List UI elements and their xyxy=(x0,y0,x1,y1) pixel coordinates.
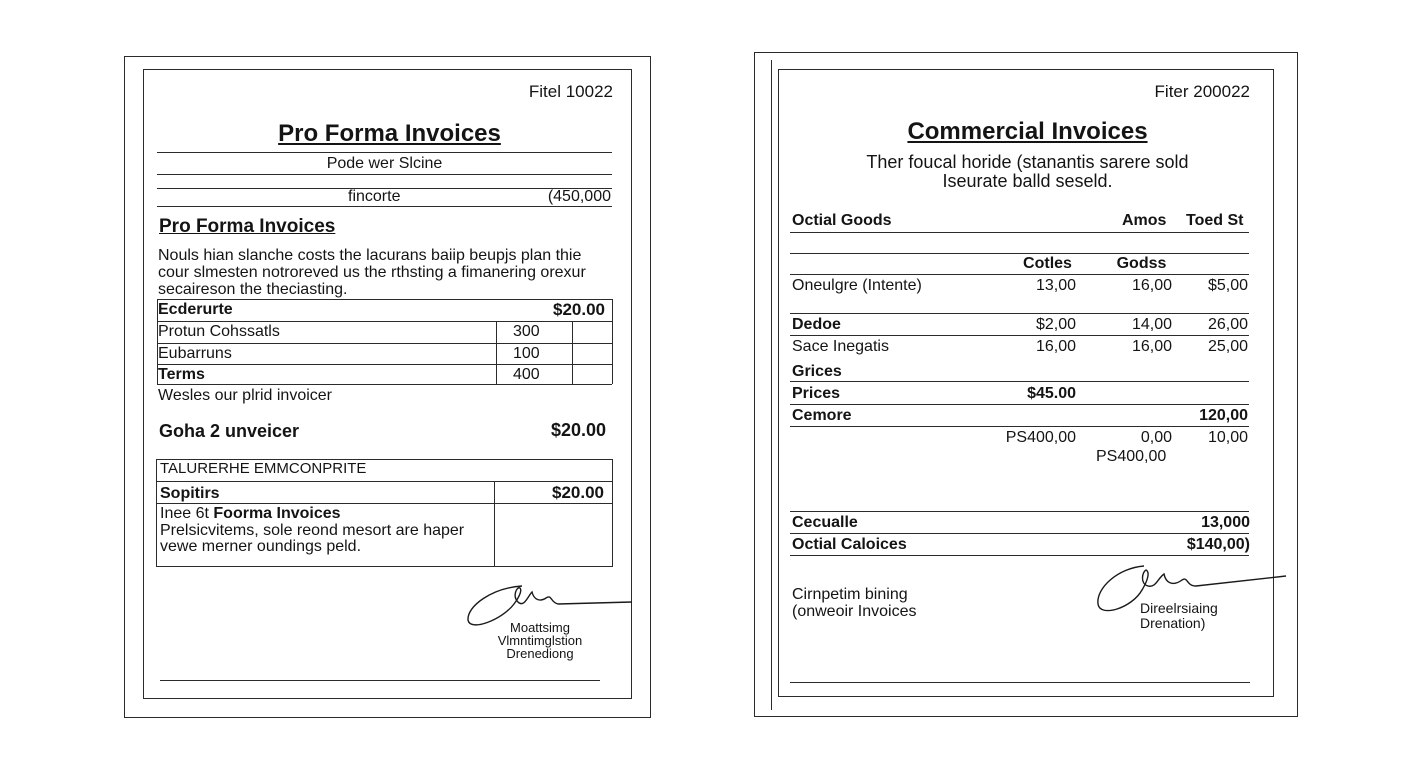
goods-header-label: Octial Goods xyxy=(792,212,892,229)
table-row-label: Protun Cohssatls xyxy=(158,323,280,340)
box-line-2: Prelsicvitems, sole reond mesort are haper xyxy=(160,522,465,539)
signature-line-3: Drenediong xyxy=(506,646,574,661)
table-cell: 16,00 xyxy=(1035,338,1076,355)
signature-line-1: Direelrsiaing xyxy=(1140,600,1218,616)
cemore-value: 120,00 xyxy=(1199,407,1248,424)
box-line-1-bold: Foorma Invoices xyxy=(213,505,341,522)
box-header: TALURERHE EMMCONPRITE xyxy=(160,460,367,477)
table-row-label: Terms xyxy=(158,366,205,383)
income-label: fincorte xyxy=(348,188,401,205)
prices-value: $45.00 xyxy=(1027,385,1076,402)
paragraph-line-2: cour slmesten notroreved us the rthsting a fimanering orexur xyxy=(158,264,586,281)
table-row-label: Oneulgre (Intente) xyxy=(792,277,922,294)
total-label: Goha 2 unveicer xyxy=(159,421,300,441)
grand-total-label: Octial Caloices xyxy=(792,536,907,553)
note: Wesles our plrid invoicer xyxy=(158,387,332,404)
file-number: Fitel 10022 xyxy=(528,82,613,101)
table-row-value: 400 xyxy=(513,366,540,383)
file-number: Fiter 200022 xyxy=(1154,82,1250,101)
goods-header-col3: Toed St xyxy=(1186,212,1244,229)
box-row-label: Sopitirs xyxy=(160,485,220,502)
document-title: Commercial Invoices xyxy=(907,118,1148,145)
table-cell: 16,00 xyxy=(1131,277,1172,294)
box-line-1 xyxy=(160,505,341,523)
income-value: (450,000 xyxy=(547,188,611,205)
signature-line-2: Drenation) xyxy=(1140,615,1206,631)
table-cell: $2,00 xyxy=(1035,316,1076,333)
cemore-label: Cemore xyxy=(792,407,852,424)
subheader-col2: Godss xyxy=(1116,255,1167,272)
document-title: Pro Forma Invoices xyxy=(278,120,501,147)
table-cell: 13,00 xyxy=(1035,277,1076,294)
ps-col1: PS400,00 xyxy=(1005,429,1076,446)
footer-line-2: (onweoir Invoices xyxy=(792,603,917,620)
signature-line-1: Moattsimg xyxy=(510,620,570,635)
table-cell: 14,00 xyxy=(1131,316,1172,333)
subtitle: Pode wer Slcine xyxy=(326,155,443,172)
cecualle-value: 13,000 xyxy=(1201,514,1250,531)
goods-header-col2: Amos xyxy=(1122,212,1167,229)
paragraph-line-1: Nouls hian slanche costs the lacurans baiip beupjs plan thie xyxy=(158,247,582,264)
cecualle-label: Cecualle xyxy=(792,514,858,531)
table-row-label: Eubarruns xyxy=(158,345,232,362)
total-value: $20.00 xyxy=(550,420,606,440)
ps-col3: 10,00 xyxy=(1207,429,1248,446)
table-header-value: $20.00 xyxy=(553,300,605,319)
subtitle-line-2: Iseurate balld seseld. xyxy=(942,171,1113,191)
table-cell: 25,00 xyxy=(1207,338,1248,355)
prices-label: Prices xyxy=(792,385,841,402)
box-line-1-prefix: Inee 6t xyxy=(160,505,209,522)
table-header-label: Ecderurte xyxy=(158,301,233,318)
box-line-3: vewe merner oundings peld. xyxy=(160,538,362,555)
ps-subtotal: PS400,00 xyxy=(1096,448,1167,465)
table-row-value: 300 xyxy=(513,323,540,340)
paragraph-line-3: secaireson the theciasting. xyxy=(158,281,348,298)
footer-line-1: Cirnpetim bining xyxy=(792,586,908,603)
table-row-label: Dedoe xyxy=(792,316,841,333)
box-row-value: $20.00 xyxy=(552,483,604,502)
table-row-label: Sace Inegatis xyxy=(792,338,889,355)
section-title: Pro Forma Invoices xyxy=(159,216,336,237)
grand-total-value: $140,00) xyxy=(1186,536,1250,553)
table-cell: 26,00 xyxy=(1207,316,1248,333)
grices-label: Grices xyxy=(792,363,842,380)
table-row-value: 100 xyxy=(513,345,540,362)
table-cell: 16,00 xyxy=(1131,338,1172,355)
table-cell: $5,00 xyxy=(1207,277,1248,294)
subheader-col1: Cotles xyxy=(1023,255,1072,272)
ps-col2: 0,00 xyxy=(1140,429,1172,446)
subtitle-line-1: Ther foucal horide (stanantis sarere sold xyxy=(866,152,1189,172)
signature-line-2: Vlmntimglstion xyxy=(497,633,583,648)
